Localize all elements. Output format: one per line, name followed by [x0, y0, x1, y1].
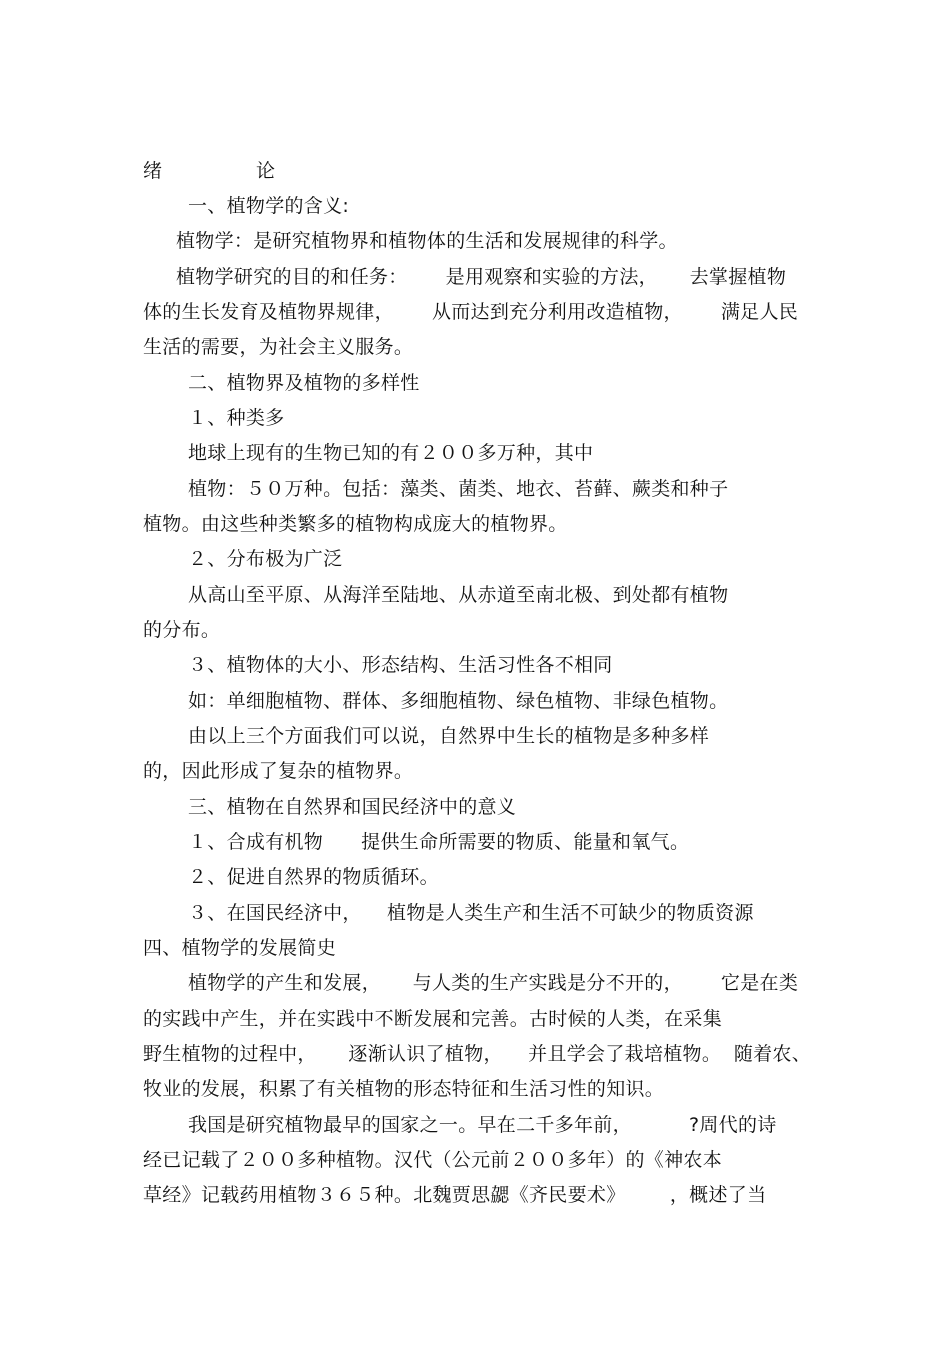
paragraph-line: 地球上现有的生物已知的有２００多万种，其中	[188, 442, 594, 464]
chapter-title-left: 绪	[143, 160, 163, 182]
paragraph-line: 的实践中产生，并在实践中不断发展和完善。古时候的人类，在采集	[143, 1008, 723, 1030]
subsection-heading: １、种类多	[188, 407, 285, 429]
paragraph-line: 植物学研究的目的和任务： 是用观察和实验的方法， 去掌握植物	[176, 266, 787, 288]
paragraph-line: 植物学：是研究植物界和植物体的生活和发展规律的科学。	[176, 230, 678, 252]
paragraph-line: 植物：５０万种。包括：藻类、菌类、地衣、苔藓、蕨类和种子	[188, 478, 729, 500]
paragraph-line: 由以上三个方面我们可以说，自然界中生长的植物是多种多样	[188, 725, 710, 747]
paragraph-line: 经已记载了２００多种植物。汉代（公元前２００多年）的《神农本	[143, 1149, 723, 1171]
paragraph-line: 生活的需要，为社会主义服务。	[143, 336, 414, 358]
subsection-heading: ３、在国民经济中， 植物是人类生产和生活不可缺少的物质资源	[188, 902, 754, 924]
paragraph-line: 植物。由这些种类繁多的植物构成庞大的植物界。	[143, 513, 568, 535]
paragraph-line: 的，因此形成了复杂的植物界。	[143, 760, 414, 782]
paragraph-line: 的分布。	[143, 619, 221, 641]
subsection-heading: ３、植物体的大小、形态结构、生活习性各不相同	[188, 654, 613, 676]
subsection-heading: ２、促进自然界的物质循环。	[188, 866, 439, 888]
subsection-heading: ２、分布极为广泛	[188, 548, 343, 570]
subsection-heading: １、合成有机物 提供生命所需要的物质、能量和氧气。	[188, 831, 690, 853]
section-heading: 三、植物在自然界和国民经济中的意义	[188, 796, 517, 818]
paragraph-line: 草经》记载药用植物３６５种。北魏贾思勰《齐民要术》 ，概述了当	[143, 1184, 767, 1206]
paragraph-line: 牧业的发展，积累了有关植物的形态特征和生活习性的知识。	[143, 1078, 665, 1100]
section-heading: 一、植物学的含义:	[188, 195, 350, 217]
paragraph-line: 从高山至平原、从海洋至陆地、从赤道至南北极、到处都有植物	[188, 584, 729, 606]
paragraph-line: 我国是研究植物最早的国家之一。早在二千多年前， ?周代的诗	[188, 1114, 777, 1136]
paragraph-line: 如：单细胞植物、群体、多细胞植物、绿色植物、非绿色植物。	[188, 690, 729, 712]
section-heading: 二、植物界及植物的多样性	[188, 372, 420, 394]
section-heading: 四、植物学的发展简史	[143, 937, 337, 959]
chapter-title-right: 论	[256, 160, 276, 182]
paragraph-line: 植物学的产生和发展， 与人类的生产实践是分不开的， 它是在类	[188, 972, 799, 994]
paragraph-line: 野生植物的过程中， 逐渐认识了植物， 并且学会了栽培植物。 随着农、	[143, 1043, 812, 1065]
paragraph-line: 体的生长发育及植物界规律， 从而达到充分利用改造植物， 满足人民	[143, 301, 799, 323]
